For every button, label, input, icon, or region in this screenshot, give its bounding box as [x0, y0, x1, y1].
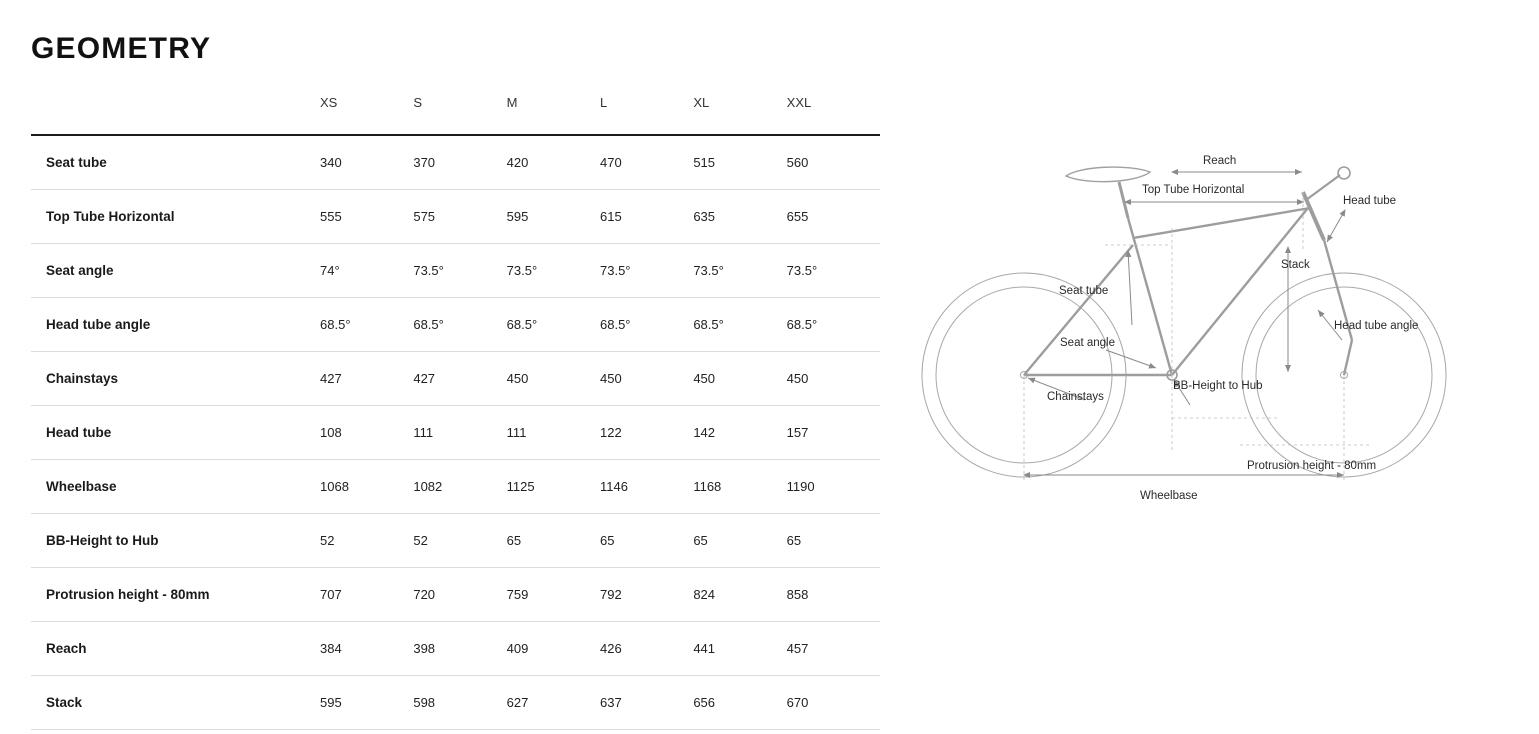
cell-value: 157	[786, 425, 809, 440]
cell-value: 670	[786, 695, 809, 710]
label-seat-tube: Seat tube	[1059, 285, 1109, 297]
table-row	[31, 190, 880, 244]
row-label: Seat tube	[46, 155, 107, 170]
table-row	[31, 352, 880, 406]
cell-value: 68.5°	[413, 317, 444, 332]
bike-wheels	[922, 273, 1446, 477]
cell-value: 598	[413, 695, 436, 710]
label-protrusion-height: Protrusion height - 80mm	[1247, 460, 1377, 472]
table-row	[31, 135, 880, 190]
top-tube-line	[1133, 208, 1310, 238]
cell-value: 52	[413, 533, 428, 548]
cell-value: 637	[600, 695, 622, 710]
cell-value: 457	[786, 641, 809, 656]
table-row	[31, 514, 880, 568]
row-label: Wheelbase	[46, 479, 117, 494]
cell-value: 1168	[693, 479, 722, 494]
cell-value: 142	[693, 425, 716, 440]
cell-value: 1125	[506, 479, 535, 494]
dimension-labels	[1047, 155, 1418, 502]
cell-value: 595	[320, 695, 342, 710]
row-label: Protrusion height - 80mm	[46, 587, 210, 602]
cell-value: 575	[413, 209, 436, 224]
dimension-arrows	[1024, 172, 1345, 475]
geometry-table-container	[31, 86, 880, 730]
cell-value: 398	[413, 641, 436, 656]
cell-value: 74°	[320, 263, 340, 278]
cell-value: 450	[506, 371, 529, 386]
label-seat-angle: Seat angle	[1060, 337, 1115, 349]
cell-value: 824	[693, 587, 716, 602]
cell-value: 73.5°	[786, 263, 818, 278]
table-body	[31, 135, 880, 730]
cell-value: 73.5°	[506, 263, 538, 278]
header-size-l: L	[600, 86, 693, 135]
label-wheelbase: Wheelbase	[1140, 490, 1198, 502]
handlebar	[1338, 167, 1350, 179]
stem-line	[1306, 175, 1340, 200]
cell-value: 68.5°	[600, 317, 631, 332]
row-label: Chainstays	[46, 371, 119, 386]
cell-value: 108	[320, 425, 342, 440]
header-size-m: M	[507, 86, 600, 135]
cell-value: 65	[600, 533, 615, 548]
cell-value: 1068	[320, 479, 349, 494]
cell-value: 555	[320, 209, 342, 224]
saddle	[1066, 167, 1150, 182]
table-row	[31, 298, 880, 352]
row-label: Head tube	[46, 425, 112, 440]
cell-value: 384	[320, 641, 342, 656]
row-label: Top Tube Horizontal	[46, 209, 175, 224]
fork-lower-line	[1344, 340, 1352, 375]
cell-value: 450	[786, 371, 809, 386]
cell-value: 1190	[786, 479, 815, 494]
table-row	[31, 676, 880, 730]
cell-value: 111	[506, 425, 527, 440]
seat-tube-arrow	[1128, 250, 1132, 325]
cell-value: 73.5°	[600, 263, 631, 278]
seatpost-line	[1119, 182, 1128, 218]
label-bb-height-to-hub: BB-Height to Hub	[1173, 380, 1263, 392]
cell-value: 427	[413, 371, 436, 386]
row-label: Head tube angle	[46, 317, 151, 332]
bike-geometry-diagram	[900, 150, 1520, 550]
cell-value: 427	[320, 371, 342, 386]
cell-value: 515	[693, 155, 716, 170]
seat-tube-line	[1128, 218, 1172, 375]
table-row	[31, 244, 880, 298]
cell-value: 65	[506, 533, 522, 548]
row-label: Reach	[46, 641, 87, 656]
seat-angle-arrow	[1106, 350, 1156, 368]
row-label: Stack	[46, 695, 83, 710]
header-size-xs: XS	[320, 86, 413, 135]
table-row	[31, 460, 880, 514]
cell-value: 68.5°	[506, 317, 538, 332]
page-title: GEOMETRY	[31, 32, 212, 65]
cell-value: 111	[413, 425, 434, 440]
cell-value: 73.5°	[693, 263, 724, 278]
cell-value: 340	[320, 155, 342, 170]
label-top-tube-horizontal: Top Tube Horizontal	[1142, 184, 1245, 196]
cell-value: 122	[600, 425, 622, 440]
cell-value: 65	[693, 533, 708, 548]
table-row	[31, 568, 880, 622]
cell-value: 1082	[413, 479, 443, 494]
cell-value: 655	[786, 209, 809, 224]
geometry-table	[31, 86, 880, 730]
cell-value: 73.5°	[413, 263, 444, 278]
table-header-row	[31, 86, 880, 135]
header-measure	[31, 86, 320, 135]
cell-value: 627	[506, 695, 529, 710]
construction-lines	[1024, 192, 1370, 480]
table-row	[31, 406, 880, 460]
label-head-tube: Head tube	[1343, 195, 1397, 207]
row-label: BB-Height to Hub	[46, 533, 159, 548]
cell-value: 450	[693, 371, 716, 386]
cell-value: 68.5°	[320, 317, 351, 332]
saddle-shape	[1066, 167, 1150, 182]
cell-value: 370	[413, 155, 436, 170]
label-head-tube-angle: Head tube angle	[1334, 320, 1419, 332]
cell-value: 68.5°	[693, 317, 724, 332]
cell-value: 470	[600, 155, 622, 170]
cell-value: 426	[600, 641, 622, 656]
cell-value: 656	[693, 695, 716, 710]
cell-value: 52	[320, 533, 335, 548]
seatstay-line	[1024, 245, 1133, 375]
cell-value: 1146	[600, 479, 628, 494]
table-header	[31, 86, 880, 135]
cell-value: 792	[600, 587, 622, 602]
label-stack: Stack	[1281, 259, 1310, 271]
cell-value: 595	[506, 209, 529, 224]
cell-value: 420	[506, 155, 529, 170]
cell-value: 720	[413, 587, 436, 602]
row-label: Seat angle	[46, 263, 114, 278]
cell-value: 450	[600, 371, 622, 386]
cell-value: 68.5°	[786, 317, 818, 332]
cell-value: 409	[506, 641, 529, 656]
cell-value: 65	[786, 533, 802, 548]
header-size-xl: XL	[693, 86, 786, 135]
header-size-xxl: XXL	[787, 86, 880, 135]
header-size-s: S	[413, 86, 506, 135]
cell-value: 707	[320, 587, 342, 602]
cell-value: 858	[786, 587, 809, 602]
cell-value: 635	[693, 209, 716, 224]
table-row	[31, 622, 880, 676]
label-chainstays: Chainstays	[1047, 391, 1104, 403]
cell-value: 759	[506, 587, 529, 602]
cell-value: 615	[600, 209, 622, 224]
head-tube-arrow	[1327, 210, 1345, 242]
cell-value: 441	[693, 641, 716, 656]
cell-value: 560	[786, 155, 809, 170]
label-reach: Reach	[1203, 155, 1237, 167]
